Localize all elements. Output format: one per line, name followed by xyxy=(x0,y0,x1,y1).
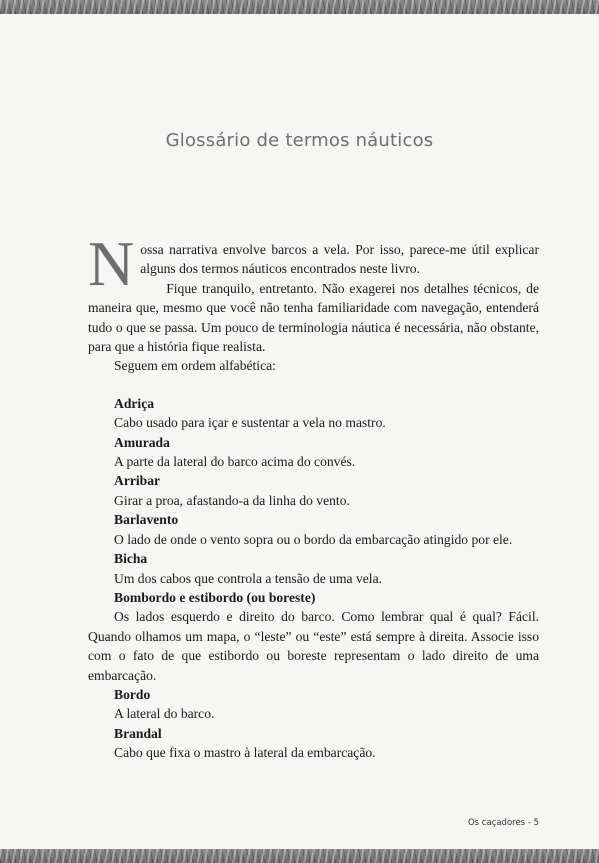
drop-cap: N xyxy=(88,228,135,299)
glossary-definition: A parte da lateral do barco acima do convés. xyxy=(114,454,356,470)
glossary-term: Bicha xyxy=(114,551,148,567)
intro-paragraph-1 xyxy=(88,228,539,299)
glossary-term: Adriça xyxy=(114,395,155,411)
glossary-definition: Um dos cabos que controla a tensão de uma vela. xyxy=(114,570,383,586)
glossary-term: Arribar xyxy=(114,473,161,489)
glossary-definition: Cabo usado para içar e sustentar a vela no mastro. xyxy=(114,415,386,431)
glossary-list xyxy=(88,394,539,763)
glossary-term: Bombordo e estibordo (ou boreste) xyxy=(114,589,316,605)
page-title: Glossário de termos náuticos xyxy=(165,130,434,151)
glossary-term: Barlavento xyxy=(114,512,179,528)
glossary-definition: Os lados esquerdo e direito do barco. Como lembrar qual é qual? Fácil. Quando olhamos um mapa, o “leste” ou “este” está sempre à direita. Associe isso com o fato de que estibordo ou boreste representam o lado direito de uma embarcação. xyxy=(88,609,539,683)
page-footer: Os caçadores - 5 xyxy=(467,818,539,828)
intro-paragraph-3: Seguem em ordem alfabética: xyxy=(114,358,276,374)
glossary-definition: Cabo que fixa o mastro à lateral da embarcação. xyxy=(114,745,376,761)
intro-text-1: ossa narrativa envolve barcos a vela. Por isso, parece-me útil explicar alguns dos termos náuticos encontrados neste livro. xyxy=(140,242,539,277)
glossary-term: Brandal xyxy=(114,725,162,741)
decorative-border-top xyxy=(0,0,599,14)
spacer xyxy=(88,376,539,394)
glossary-term: Amurada xyxy=(114,434,170,450)
glossary-term: Bordo xyxy=(114,686,151,702)
intro-paragraph-2: Fique tranquilo, entretanto. Não exagerei nos detalhes técnicos, de maneira que, mesmo que você não tenha familiaridade com navegação, entenderá tudo o que se passa. Um pouco de terminologia náutica é necessária, não obstante, para que a história fique realista. xyxy=(88,280,539,355)
decorative-border-bottom xyxy=(0,849,599,863)
document-body xyxy=(88,228,539,763)
glossary-definition: O lado de onde o vento sopra ou o bordo da embarcação atingido por ele. xyxy=(114,531,513,547)
glossary-definition: Girar a proa, afastando-a da linha do vento. xyxy=(114,492,350,508)
glossary-definition: A lateral do barco. xyxy=(114,706,215,722)
